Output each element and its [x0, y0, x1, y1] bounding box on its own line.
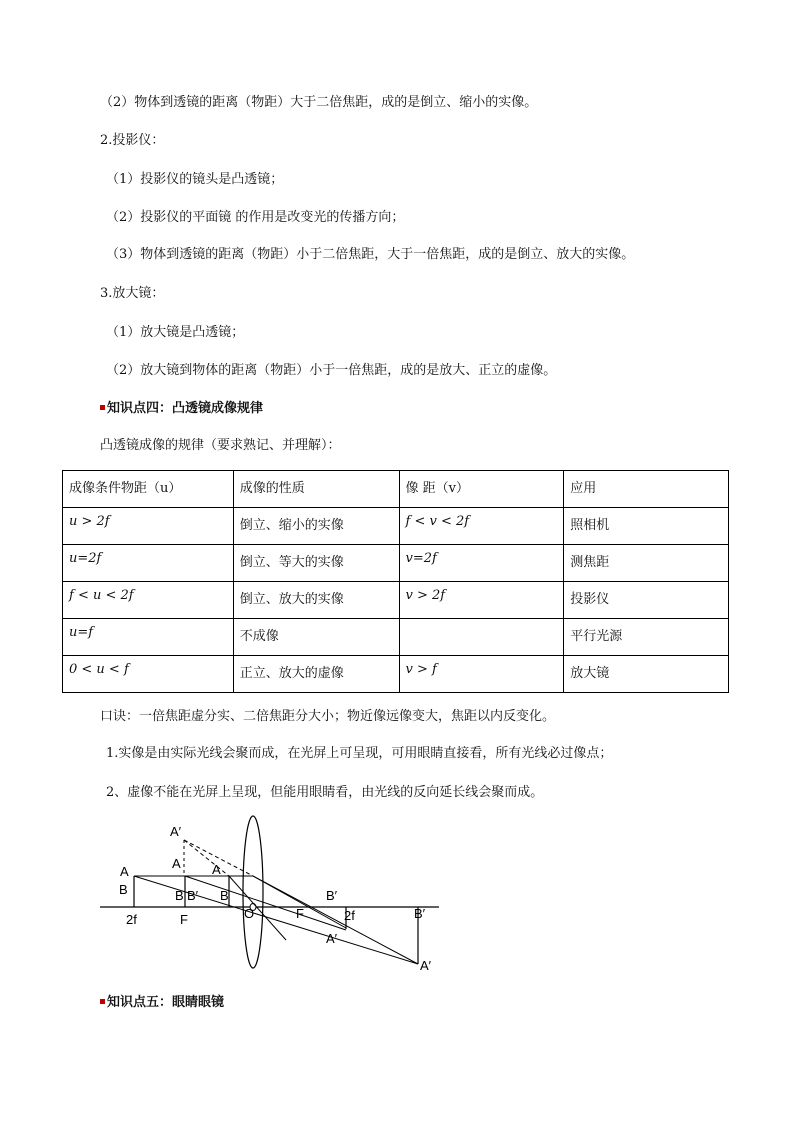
lens-ray-diagram	[96, 810, 448, 980]
paragraph-projector-2: （2）投影仪的平面镜 的作用是改变光的传播方向；	[106, 210, 405, 225]
table-cell: v > f	[399, 656, 564, 693]
paragraph-camera-rule: （2）物体到透镜的距离（物距）大于二倍焦距，成的是倒立、缩小的实像。	[100, 95, 538, 110]
diagram-label: B′	[414, 906, 426, 921]
section-heading-4	[100, 401, 263, 417]
diagram-label: A	[172, 856, 181, 871]
table-cell: 投影仪	[564, 582, 729, 619]
section-heading-4-text: 知识点四：凸透镜成像规律	[107, 401, 264, 416]
section-heading-5	[100, 995, 224, 1011]
table-row	[63, 656, 729, 693]
note-virtual-image: 2、虚像不能在光屏上呈现，但能用眼睛看，由光线的反向延长线会聚而成。	[106, 785, 544, 800]
table-row	[63, 582, 729, 619]
virtual-extension-2	[184, 840, 229, 876]
table-row	[63, 508, 729, 545]
table-cell: 平行光源	[564, 619, 729, 656]
diagram-label: F	[180, 912, 188, 927]
table-header-cell: 成像条件物距（u）	[63, 471, 234, 508]
red-square-bullet-icon	[100, 999, 105, 1004]
table-cell: u=2f	[63, 545, 234, 582]
mnemonic: 口诀：一倍焦距虚分实、二倍焦距分大小；物近像远像变大，焦距以内反变化。	[100, 709, 556, 724]
diagram-label: B	[119, 882, 128, 897]
diagram-label: B′	[326, 888, 338, 903]
table-cell: 照相机	[564, 508, 729, 545]
diagram-label: B	[220, 888, 229, 903]
table-cell: 0 < u < f	[63, 656, 234, 693]
table-cell: 正立、放大的虚像	[233, 656, 399, 693]
diagram-label: 2f	[126, 912, 137, 927]
table-header-row	[63, 471, 729, 508]
diagram-label: 2f	[344, 908, 355, 923]
table-cell: v > 2f	[399, 582, 564, 619]
diagram-label: A	[120, 864, 129, 879]
paragraph-projector-3: （3）物体到透镜的距离（物距）小于二倍焦距，大于一倍焦距，成的是倒立、放大的实像。	[106, 247, 635, 262]
diagram-label: A	[212, 862, 221, 877]
table-cell: 倒立、放大的实像	[233, 582, 399, 619]
paragraph-magnifier-2: （2）放大镜到物体的距离（物距）小于一倍焦距，成的是放大、正立的虚像。	[106, 363, 557, 378]
diagram-label: B′	[187, 888, 199, 903]
table-cell: 不成像	[233, 619, 399, 656]
diagram-label: B	[175, 888, 184, 903]
section-heading-5-text: 知识点五：眼睛眼镜	[107, 995, 225, 1010]
imaging-rules-table	[62, 470, 729, 693]
red-square-bullet-icon	[100, 405, 105, 410]
table-cell: u=f	[63, 619, 234, 656]
table-cell	[399, 619, 564, 656]
table-cell: 倒立、等大的实像	[233, 545, 399, 582]
note-real-image: 1.实像是由实际光线会聚而成，在光屏上可呈现，可用眼睛直接看，所有光线必过像点；	[106, 746, 613, 761]
diagram-label: A′	[170, 824, 182, 839]
section-4-intro: 凸透镜成像的规律（要求熟记、并理解）：	[100, 438, 341, 453]
table-cell: f < v < 2f	[399, 508, 564, 545]
ray-mid	[185, 876, 346, 930]
paragraph-magnifier-title: 3.放大镜：	[100, 286, 165, 301]
table-row	[63, 545, 729, 582]
paragraph-projector-title: 2.投影仪：	[100, 133, 165, 148]
convex-lens	[243, 816, 263, 968]
table-cell: 放大镜	[564, 656, 729, 693]
table-header-cell: 像 距（v）	[399, 471, 564, 508]
paragraph-projector-1: （1）投影仪的镜头是凸透镜；	[106, 172, 284, 187]
table-header-cell: 应用	[564, 471, 729, 508]
table-row	[63, 619, 729, 656]
table-cell: 倒立、缩小的实像	[233, 508, 399, 545]
diagram-label: F	[296, 906, 304, 921]
table-cell: v=2f	[399, 545, 564, 582]
table-cell: f < u < 2f	[63, 582, 234, 619]
paragraph-magnifier-1: （1）放大镜是凸透镜；	[106, 325, 245, 340]
diagram-label: O	[244, 906, 255, 921]
table-cell: u > 2f	[63, 508, 234, 545]
table-header-cell: 成像的性质	[233, 471, 399, 508]
table-cell: 测焦距	[564, 545, 729, 582]
diagram-label: A′	[326, 931, 338, 946]
diagram-label: A′	[420, 958, 432, 973]
